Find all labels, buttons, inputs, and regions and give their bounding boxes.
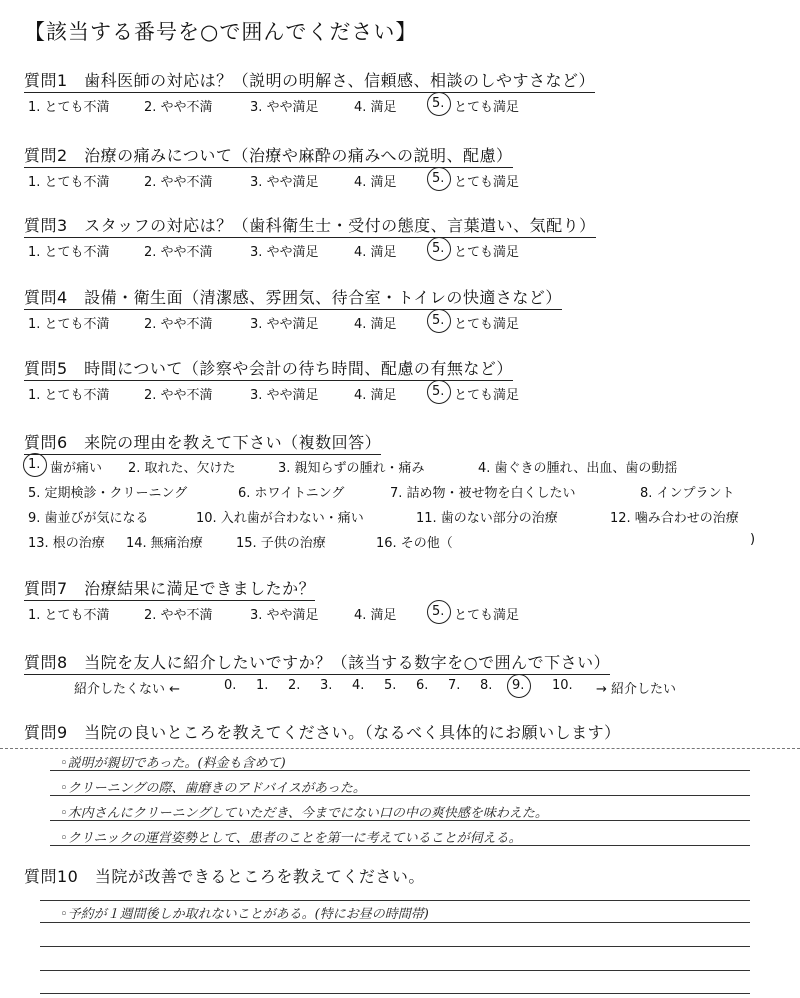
- question-5-label: 質問5 時間について（診察や会計の待ち時間、配慮の有無など）: [24, 356, 513, 381]
- option-5-selected[interactable]: 5.: [432, 313, 454, 332]
- handwritten-answer: ◦クリーニングの際、歯磨きのアドバイスがあった。: [60, 781, 366, 796]
- option-5-selected[interactable]: 5.: [432, 96, 454, 115]
- scale-10[interactable]: 10.: [552, 678, 573, 693]
- question-9-label: 質問9 当院の良いところを教えてください。（なるべく具体的にお願いします）: [24, 723, 621, 742]
- question-4-options: [28, 313, 519, 332]
- option-1[interactable]: 1. とても不満: [28, 100, 110, 115]
- reason-10[interactable]: 10. 入れ歯が合わない・痛い: [196, 511, 364, 526]
- reason-1-text: 歯が痛い: [50, 461, 103, 476]
- cut-line: [0, 748, 800, 749]
- question-6-label: 質問6 来院の理由を教えて下さい（複数回答）: [24, 430, 381, 455]
- option-5-text: とても満足: [454, 608, 520, 623]
- option-1[interactable]: 1. とても不満: [28, 388, 110, 403]
- option-2[interactable]: 2. やや不満: [144, 100, 213, 115]
- scale-6[interactable]: 6.: [416, 678, 429, 693]
- question-2-options: [28, 171, 519, 190]
- answer-line: [40, 946, 750, 947]
- option-2[interactable]: 2. やや不満: [144, 245, 213, 260]
- handwritten-answer: ◦予約が１週間後しか取れないことがある。(特にお昼の時間帯): [60, 907, 429, 922]
- option-2[interactable]: 2. やや不満: [144, 608, 213, 623]
- question-2-label: 質問2 治療の痛みについて（治療や麻酔の痛みへの説明、配慮）: [24, 143, 513, 168]
- question-1-options: [28, 96, 519, 115]
- question-10-label: 質問10 当院が改善できるところを教えてください。: [24, 867, 425, 886]
- option-5-text: とても満足: [454, 317, 520, 332]
- option-4[interactable]: 4. 満足: [354, 317, 397, 332]
- option-2[interactable]: 2. やや不満: [144, 317, 213, 332]
- question-6-row-3: [28, 507, 739, 526]
- option-3[interactable]: 3. やや満足: [250, 608, 319, 623]
- question-5-options: [28, 384, 519, 403]
- question-6-row-1: [28, 457, 677, 476]
- scale-right-label: → 紹介したい: [596, 682, 677, 697]
- reason-2[interactable]: 2. 取れた、欠けた: [128, 461, 236, 476]
- option-5-text: とても満足: [454, 245, 520, 260]
- reason-4[interactable]: 4. 歯ぐきの腫れ、出血、歯の動揺: [478, 461, 678, 476]
- reason-12[interactable]: 12. 噛み合わせの治療: [610, 511, 739, 526]
- question-7-label: 質問7 治療結果に満足できましたか？: [24, 576, 315, 601]
- option-5-selected[interactable]: 5.: [432, 241, 454, 260]
- reason-15[interactable]: 15. 子供の治療: [236, 536, 326, 551]
- reason-3[interactable]: 3. 親知らずの腫れ・痛み: [278, 461, 425, 476]
- handwritten-answer: ◦クリニックの運営姿勢として、患者のことを第一に考えていることが伺える。: [60, 831, 522, 846]
- option-2[interactable]: 2. やや不満: [144, 175, 213, 190]
- scale-7[interactable]: 7.: [448, 678, 461, 693]
- scale-5[interactable]: 5.: [384, 678, 397, 693]
- answer-line: [40, 922, 750, 923]
- reason-9[interactable]: 9. 歯並びが気になる: [28, 511, 149, 526]
- option-3[interactable]: 3. やや満足: [250, 245, 319, 260]
- option-1[interactable]: 1. とても不満: [28, 175, 110, 190]
- option-1[interactable]: 1. とても不満: [28, 317, 110, 332]
- option-4[interactable]: 4. 満足: [354, 388, 397, 403]
- scale-0[interactable]: 0.: [224, 678, 237, 693]
- recommend-scale: [74, 678, 676, 697]
- option-1[interactable]: 1. とても不満: [28, 245, 110, 260]
- scale-3[interactable]: 3.: [320, 678, 333, 693]
- reason-5[interactable]: 5. 定期検診・クリーニング: [28, 486, 188, 501]
- answer-line: [40, 993, 750, 994]
- question-4-label: 質問4 設備・衛生面（清潔感、雰囲気、待合室・トイレの快適さなど）: [24, 285, 562, 310]
- handwritten-answer: ◦説明が親切であった。(料金も含めて): [60, 756, 286, 771]
- question-3-options: [28, 241, 519, 260]
- option-5-text: とても満足: [454, 388, 520, 403]
- option-4[interactable]: 4. 満足: [354, 608, 397, 623]
- reason-7[interactable]: 7. 詰め物・被せ物を白くしたい: [390, 486, 576, 501]
- reason-6[interactable]: 6. ホワイトニング: [238, 486, 345, 501]
- scale-8[interactable]: 8.: [480, 678, 493, 693]
- question-1-label: 質問1 歯科医師の対応は？（説明の明解さ、信頼感、相談のしやすさなど）: [24, 68, 595, 93]
- option-1[interactable]: 1. とても不満: [28, 608, 110, 623]
- scale-1[interactable]: 1.: [256, 678, 269, 693]
- scale-left-label: 紹介したくない ←: [74, 682, 181, 697]
- reason-11[interactable]: 11. 歯のない部分の治療: [416, 511, 558, 526]
- option-3[interactable]: 3. やや満足: [250, 317, 319, 332]
- option-2[interactable]: 2. やや不満: [144, 388, 213, 403]
- question-8-label: 質問8 当院を友人に紹介したいですか？（該当する数字を○で囲んで下さい）: [24, 650, 610, 675]
- option-5-selected[interactable]: 5.: [432, 171, 454, 190]
- answer-line: [40, 970, 750, 971]
- form-title: 【該当する番号を○で囲んでください】: [24, 20, 418, 44]
- question-3-label: 質問3 スタッフの対応は？（歯科衛生士・受付の態度、言葉遣い、気配り）: [24, 213, 596, 238]
- option-5-selected[interactable]: 5.: [432, 604, 454, 623]
- option-3[interactable]: 3. やや満足: [250, 388, 319, 403]
- scale-2[interactable]: 2.: [288, 678, 301, 693]
- handwritten-answer: ◦木内さんにクリーニングしていただき、今までにない口の中の爽快感を味わえた。: [60, 806, 548, 821]
- option-4[interactable]: 4. 満足: [354, 245, 397, 260]
- reason-13[interactable]: 13. 根の治療: [28, 536, 105, 551]
- question-6-row-2: [28, 482, 735, 501]
- scale-4[interactable]: 4.: [352, 678, 365, 693]
- scale-9-selected[interactable]: 9.: [512, 678, 552, 697]
- option-5-selected[interactable]: 5.: [432, 384, 454, 403]
- reason-1-selected[interactable]: 1.: [28, 457, 50, 476]
- answer-line: [40, 900, 750, 901]
- reason-16[interactable]: 16. その他（: [376, 536, 453, 551]
- other-paren-close: ): [750, 532, 756, 547]
- option-5-text: とても満足: [454, 175, 520, 190]
- question-7-options: [28, 604, 519, 623]
- option-3[interactable]: 3. やや満足: [250, 175, 319, 190]
- reason-14[interactable]: 14. 無痛治療: [126, 536, 203, 551]
- option-4[interactable]: 4. 満足: [354, 175, 397, 190]
- option-5-text: とても満足: [454, 100, 520, 115]
- reason-8[interactable]: 8. インプラント: [640, 486, 735, 501]
- option-3[interactable]: 3. やや満足: [250, 100, 319, 115]
- option-4[interactable]: 4. 満足: [354, 100, 397, 115]
- question-6-row-4: [28, 532, 453, 551]
